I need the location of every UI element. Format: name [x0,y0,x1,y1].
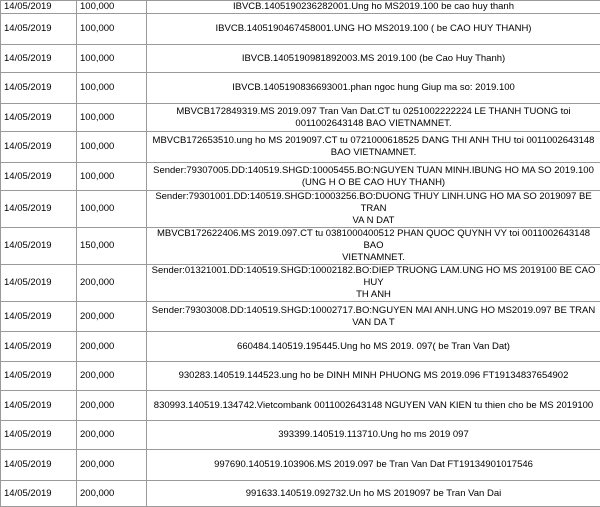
row-date: 14/05/2019 [1,362,77,391]
row-amount: 200,000 [77,481,147,507]
row-amount: 100,000 [77,104,147,132]
row-amount: 100,000 [77,163,147,191]
row-date: 14/05/2019 [1,45,77,73]
row-date: 14/05/2019 [1,73,77,104]
row-amount: 100,000 [77,73,147,104]
row-amount: 150,000 [77,228,147,265]
row-date: 14/05/2019 [1,332,77,362]
row-description: 660484.140519.195445.Ung ho MS 2019. 097( be Tran Van Dat) [147,332,600,362]
row-description: MBVCB172653510.ung ho MS 2019097.CT tu 0721000618525 DANG THI ANH THU toi 0011002643148 BAO VIETNAMNET. [147,132,600,163]
table-row [1,481,600,507]
row-amount: 100,000 [77,1,147,14]
row-date: 14/05/2019 [1,228,77,265]
row-date: 14/05/2019 [1,302,77,332]
row-amount: 100,000 [77,14,147,45]
row-description: IBVCB.1405190836693001.phan ngoc hung Giup ma so: 2019.100 [147,73,600,104]
row-description: MBVCB172849319.MS 2019.097 Tran Van Dat.CT tu 0251002222224 LE THANH TUONG toi 0011002643148 BAO VIETNAMNET. [147,104,600,132]
table-row [1,265,600,302]
row-description: IBVCB.1405190467458001.UNG HO MS2019.100 ( be CAO HUY THANH) [147,14,600,45]
row-description: 991633.140519.092732.Un ho MS 2019097 be Tran Van Dai [147,481,600,507]
table-row [1,45,600,73]
row-date: 14/05/2019 [1,450,77,481]
row-date: 14/05/2019 [1,191,77,228]
row-description: IBVCB.1405190981892003.MS 2019.100 (be Cao Huy Thanh) [147,45,600,73]
row-amount: 200,000 [77,421,147,450]
table-row [1,104,600,132]
table-row [1,391,600,421]
row-amount: 200,000 [77,391,147,421]
table-row [1,14,600,45]
row-date: 14/05/2019 [1,132,77,163]
row-date: 14/05/2019 [1,14,77,45]
table-row [1,228,600,265]
transaction-table-body [1,1,600,507]
row-description: 930283.140519.144523.ung ho be DINH MINH PHUONG MS 2019.096 FT19134837654902 [147,362,600,391]
table-row [1,421,600,450]
table-row [1,332,600,362]
row-date: 14/05/2019 [1,104,77,132]
table-row [1,302,600,332]
row-amount: 200,000 [77,362,147,391]
row-amount: 200,000 [77,265,147,302]
table-row [1,191,600,228]
table-row [1,132,600,163]
row-amount: 100,000 [77,45,147,73]
row-date: 14/05/2019 [1,1,77,14]
row-description: Sender:79307005.DD:140519.SHGD:10005455.BO:NGUYEN TUAN MINH.IBUNG HO MA SO 2019.100 (UNG H O BE CAO HUY THANH) [147,163,600,191]
row-description: MBVCB172622406.MS 2019.097.CT tu 0381000400512 PHAN QUOC QUYNH VY toi 0011002643148 BAO VIETNAMNET. [147,228,600,265]
row-description: IBVCB.1405190236282001.Ung ho MS2019.100 be cao huy thanh [147,1,600,14]
row-date: 14/05/2019 [1,421,77,450]
row-description: 830993.140519.134742.Vietcombank 0011002643148 NGUYEN VAN KIEN tu thien cho be MS 2019100 [147,391,600,421]
table-row [1,450,600,481]
row-date: 14/05/2019 [1,163,77,191]
row-date: 14/05/2019 [1,481,77,507]
table-row [1,362,600,391]
row-date: 14/05/2019 [1,391,77,421]
row-amount: 100,000 [77,132,147,163]
row-description: 393399.140519.113710.Ung ho ms 2019 097 [147,421,600,450]
row-description: Sender:79301001.DD:140519.SHGD:10003256.BO:DUONG THUY LINH.UNG HO MA SO 2019097 BE TRAN VA N DAT [147,191,600,228]
table-row [1,1,600,14]
row-date: 14/05/2019 [1,265,77,302]
row-amount: 200,000 [77,450,147,481]
row-description: Sender:01321001.DD:140519.SHGD:10002182.BO:DIEP TRUONG LAM.UNG HO MS 2019100 BE CAO HUY TH ANH [147,265,600,302]
row-amount: 200,000 [77,332,147,362]
row-description: 997690.140519.103906.MS 2019.097 be Tran Van Dat FT19134901017546 [147,450,600,481]
row-description: Sender:79303008.DD:140519.SHGD:10002717.BO:NGUYEN MAI ANH.UNG HO MS2019.097 BE TRAN VAN DA T [147,302,600,332]
table-row [1,163,600,191]
table-row [1,73,600,104]
row-amount: 100,000 [77,191,147,228]
row-amount: 200,000 [77,302,147,332]
